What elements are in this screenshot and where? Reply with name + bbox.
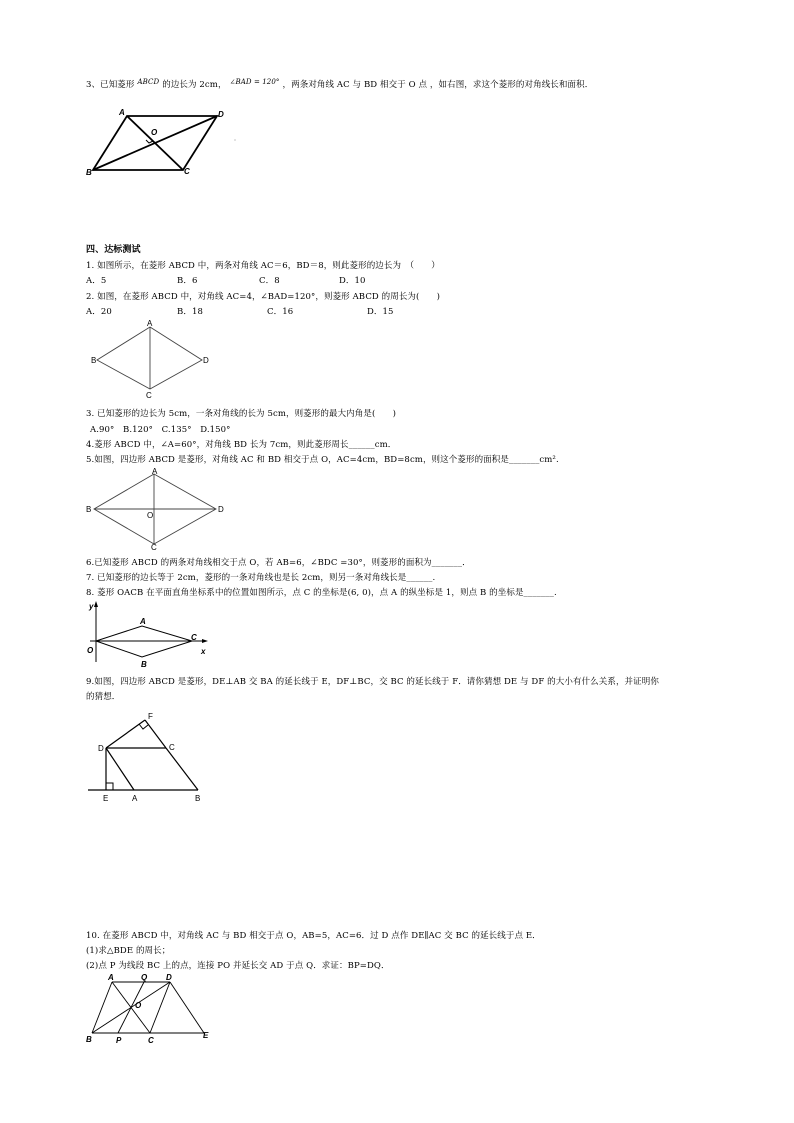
fig1-label-o: O [151,128,158,137]
q3-text-end: ，两条对角线 AC 与 BD 相交于 O 点 ，如右图，求这个菱形的对角线长和面积． [282,80,594,90]
question-7: 7. 已知菱形的边长等于 2cm，菱形的一条对角线也是长 2cm，则另一条对角线长是______. [86,573,436,583]
q1-option-b: B．6 [177,276,198,286]
fig3-label-c: C [151,543,157,552]
fig2-label-c: C [146,391,152,400]
fig6-label-p: P [116,1036,122,1045]
fig1-label-c: C [184,167,190,176]
q1-option-c: C．8 [259,276,280,286]
fig1-label-b: B [86,168,92,177]
question-10-line3: (2)点 P 为线段 BC 上的点，连接 PO 并延长交 AD 于点 Q．求证：BP=DQ． [86,961,390,971]
fig4-label-b: B [141,660,147,669]
fig1-label-d: D [218,110,224,119]
fig3-label-d: D [218,505,224,514]
section-title: 四、达标测试 [86,245,141,255]
fig3-label-o: O [147,511,154,520]
question-9-line1: 9.如图，四边形 ABCD 是菱形，DE⊥AB 交 BA 的延长线于 E，DF⊥BC，交 BC 的延长线于 F．请你猜想 DE 与 DF 的大小有什么关系，并证明你 [86,677,659,687]
question-3: 3. 已知菱形的边长为 5cm，一条对角线的长为 5cm，则菱形的最大内角是( ) [86,409,397,419]
fig4-label-o: O [87,646,94,655]
question-9-line2: 的猜想． [86,692,121,702]
question-10-line2: (1)求△BDE 的周长； [86,946,171,956]
q3-options: A.90° B.120° C.135° D.150° [90,425,231,435]
figure-coordinate-rhombus-q8 [86,600,226,670]
question-5: 5.如图，四边形 ABCD 是菱形，对角线 AC 和 BD 相交于点 O，AC=4cm，BD=8cm，则这个菱形的面积是_______cm². [86,455,559,465]
fig4-label-a: A [140,617,146,626]
fig6-label-o: O [135,1001,142,1010]
q2-option-d: D．15 [367,307,394,317]
q3-rhombus-name: ABCD [137,78,160,86]
q1-option-a: A．5 [86,276,107,286]
q2-option-b: B．18 [177,307,203,317]
figure-rhombus-q3 [85,105,255,185]
q3-prefix: 3、已知菱形 [86,80,135,90]
q2-option-a: A．20 [86,307,112,317]
problem-3-top [86,80,593,91]
fig1-label-a: A [119,108,125,117]
fig6-label-c: C [148,1036,154,1045]
fig5-label-e: E [103,794,109,803]
figure-rhombus-q5 [86,467,236,552]
fig5-label-c: C [169,743,175,752]
fig3-label-a: A [152,467,158,476]
fig6-label-q: Q [141,973,148,982]
fig5-label-f: F [148,712,153,721]
question-1: 1. 如图所示，在菱形 ABCD 中，两条对角线 AC＝6，BD＝8，则此菱形的边长为 （ ） [86,261,440,271]
figure-rhombus-q10 [86,972,216,1047]
q2-option-c: C．16 [267,307,294,317]
question-10-line1: 10. 在菱形 ABCD 中，对角线 AC 与 BD 相交于点 O，AB=5，AC=6．过 D 点作 DE∥AC 交 BC 的延长线于点 E． [86,931,541,941]
figure-rhombus-q2 [88,318,218,398]
fig2-label-a: A [147,319,153,328]
question-4: 4.菱形 ABCD 中，∠A=60°，对角线 BD 长为 7cm，则此菱形周长______cm． [86,440,397,450]
fig2-label-b: B [91,356,97,365]
fig2-label-d: D [203,356,209,365]
q1-option-d: D．10 [339,276,366,286]
fig5-label-d: D [98,744,104,753]
fig6-label-a: A [108,973,114,982]
fig4-label-y: y [89,602,94,611]
fig6-label-e: E [203,1031,209,1040]
fig4-label-c: C [191,633,197,642]
fig6-label-d: D [166,973,172,982]
figure-rhombus-q9 [86,710,216,805]
fig3-label-b: B [86,505,92,514]
fig6-label-b: B [86,1035,92,1044]
q3-angle-expr: ∠BAD = 120° [229,78,280,86]
fig4-label-x: x [201,647,206,656]
question-2: 2. 如图，在菱形 ABCD 中，对角线 AC=4，∠BAD=120°，则菱形 ABCD 的周长为( ) [86,292,441,302]
question-6: 6.已知菱形 ABCD 的两条对角线相交于点 O，若 AB=6，∠BDC =30°，则菱形的面积为_______． [86,558,471,568]
fig5-label-b: B [195,794,201,803]
question-8: 8. 菱形 OACB 在平面直角坐标系中的位置如图所示，点 C 的坐标是(6, 0)，点 A 的纵坐标是 1，则点 B 的坐标是_______. [86,588,557,598]
q3-text-mid: 的边长为 2cm， [162,80,227,90]
fig5-label-a: A [132,794,138,803]
